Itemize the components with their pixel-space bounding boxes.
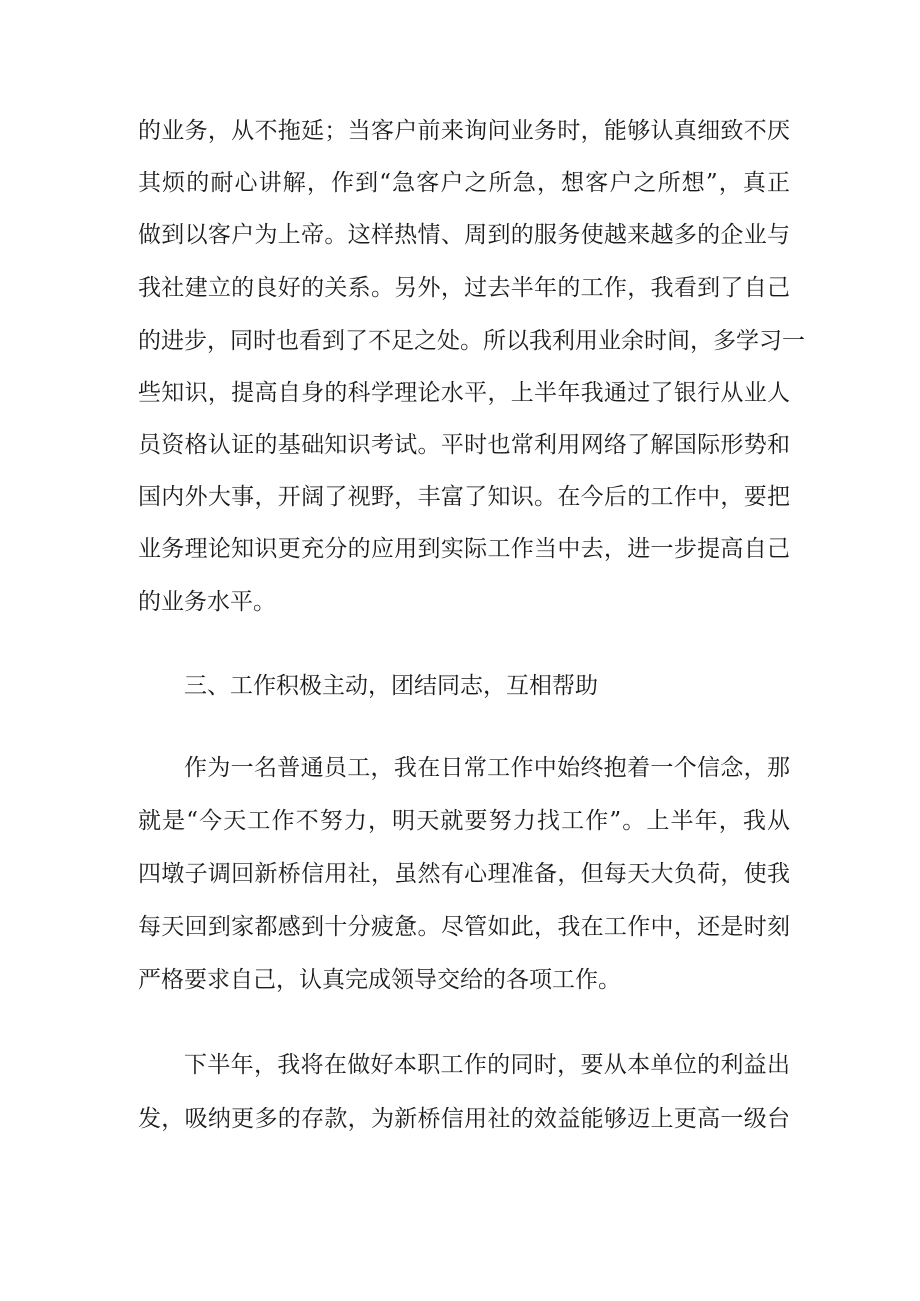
text-line: 其烦的耐心讲解，作到“急客户之所急，想客户之所想”，真正 (138, 170, 790, 196)
text-line: 发，吸纳更多的存款，为新桥信用社的效益能够迈上更高一级台 (138, 1106, 790, 1132)
text-line: 的进步，同时也看到了不足之处。所以我利用业余时间，多学习一 (138, 328, 805, 354)
text-line: 的业务，从不拖延；当客户前来询问业务时，能够认真细致不厌 (138, 118, 790, 144)
text-line: 员资格认证的基础知识考试。平时也常利用网络了解国际形势和 (138, 432, 790, 458)
text-line: 作为一名普通员工，我在日常工作中始终抱着一个信念，那 (184, 755, 790, 781)
section-heading: 三、工作积极主动，团结同志，互相帮助 (184, 673, 598, 699)
text-line: 四墩子调回新桥信用社，虽然有心理准备，但每天大负荷，使我 (138, 861, 790, 887)
text-line: 就是“今天工作不努力，明天就要努力找工作”。上半年，我从 (138, 808, 790, 834)
text-line: 严格要求自己，认真完成领导交给的各项工作。 (138, 967, 621, 993)
text-line: 我社建立的良好的关系。另外，过去半年的工作，我看到了自己 (138, 275, 790, 301)
text-line: 每天回到家都感到十分疲惫。尽管如此，我在工作中，还是时刻 (138, 914, 790, 940)
text-line: 下半年，我将在做好本职工作的同时，要从本单位的利益出 (184, 1052, 790, 1078)
text-line: 做到以客户为上帝。这样热情、周到的服务使越来越多的企业与 (138, 222, 790, 248)
text-line: 的业务水平。 (138, 589, 276, 615)
text-line: 业务理论知识更充分的应用到实际工作当中去，进一步提高自己 (138, 536, 790, 562)
text-line: 些知识，提高自身的科学理论水平，上半年我通过了银行从业人 (138, 380, 790, 406)
text-line: 国内外大事，开阔了视野，丰富了知识。在今后的工作中，要把 (138, 484, 790, 510)
